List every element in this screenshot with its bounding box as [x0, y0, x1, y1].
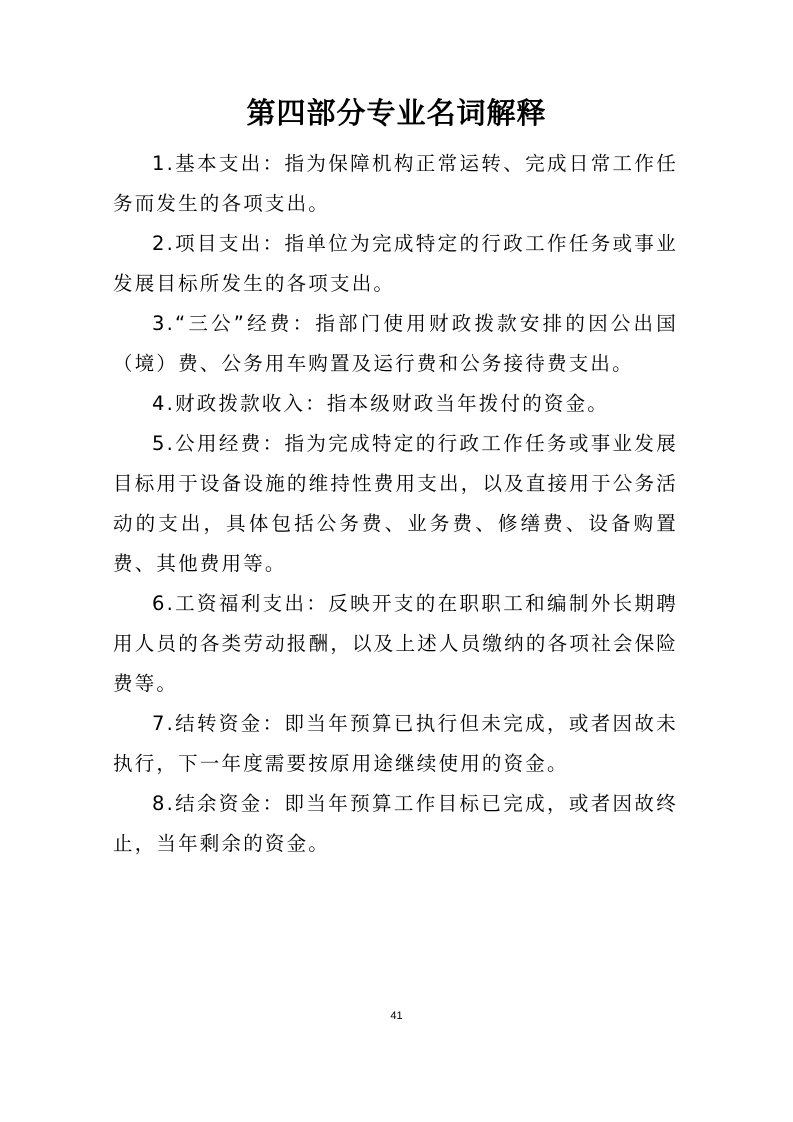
term-definition: 指为保障机构正常运转、完成日常工作任务而发生的各项支出。	[113, 152, 678, 215]
term-label: 5.公用经费：	[152, 432, 285, 455]
term-definition: 反映开支的在职职工和编制外长期聘用人员的各类劳动报酬，以及上述人员缴纳的各项社会保险费等。	[113, 592, 679, 695]
glossary-item	[113, 144, 678, 224]
glossary-item	[113, 384, 678, 424]
term-label: 2.项目支出：	[152, 232, 285, 255]
term-definition: 指部门使用财政拨款安排的因公出国（境）费、公务用车购置及运行费和公务接待费支出。	[113, 312, 678, 375]
page-number: 41	[390, 1010, 403, 1022]
page-title: 第四部分专业名词解释	[246, 96, 547, 130]
glossary-item	[113, 704, 678, 784]
term-label: 1.基本支出：	[152, 152, 285, 175]
glossary-item	[113, 784, 678, 864]
glossary-item	[113, 304, 678, 384]
term-definition: 指为完成特定的行政工作任务或事业发展目标用于设备设施的维持性费用支出，以及直接用于公务活动的支出，具体包括公务费、业务费、修缮费、设备购置费、其他费用等。	[113, 432, 678, 575]
term-definition: 指本级财政当年拨付的资金。	[326, 392, 610, 415]
term-label: 6.工资福利支出：	[152, 592, 329, 615]
term-label: 3.“三公”经费：	[152, 312, 316, 335]
term-definition: 即当年预算工作目标已完成，或者因故终止，当年剩余的资金。	[113, 792, 678, 855]
glossary-list	[113, 144, 678, 864]
term-definition: 指单位为完成特定的行政工作任务或事业发展目标所发生的各项支出。	[113, 232, 678, 295]
term-label: 4.财政拨款收入：	[152, 392, 327, 415]
glossary-item	[113, 584, 678, 704]
glossary-item	[113, 424, 678, 584]
term-label: 8.结余资金：	[152, 792, 285, 815]
term-definition: 即当年预算已执行但未完成，或者因故未执行，下一年度需要按原用途继续使用的资金。	[113, 712, 678, 775]
term-label: 7.结转资金：	[152, 712, 285, 735]
glossary-item	[113, 224, 678, 304]
